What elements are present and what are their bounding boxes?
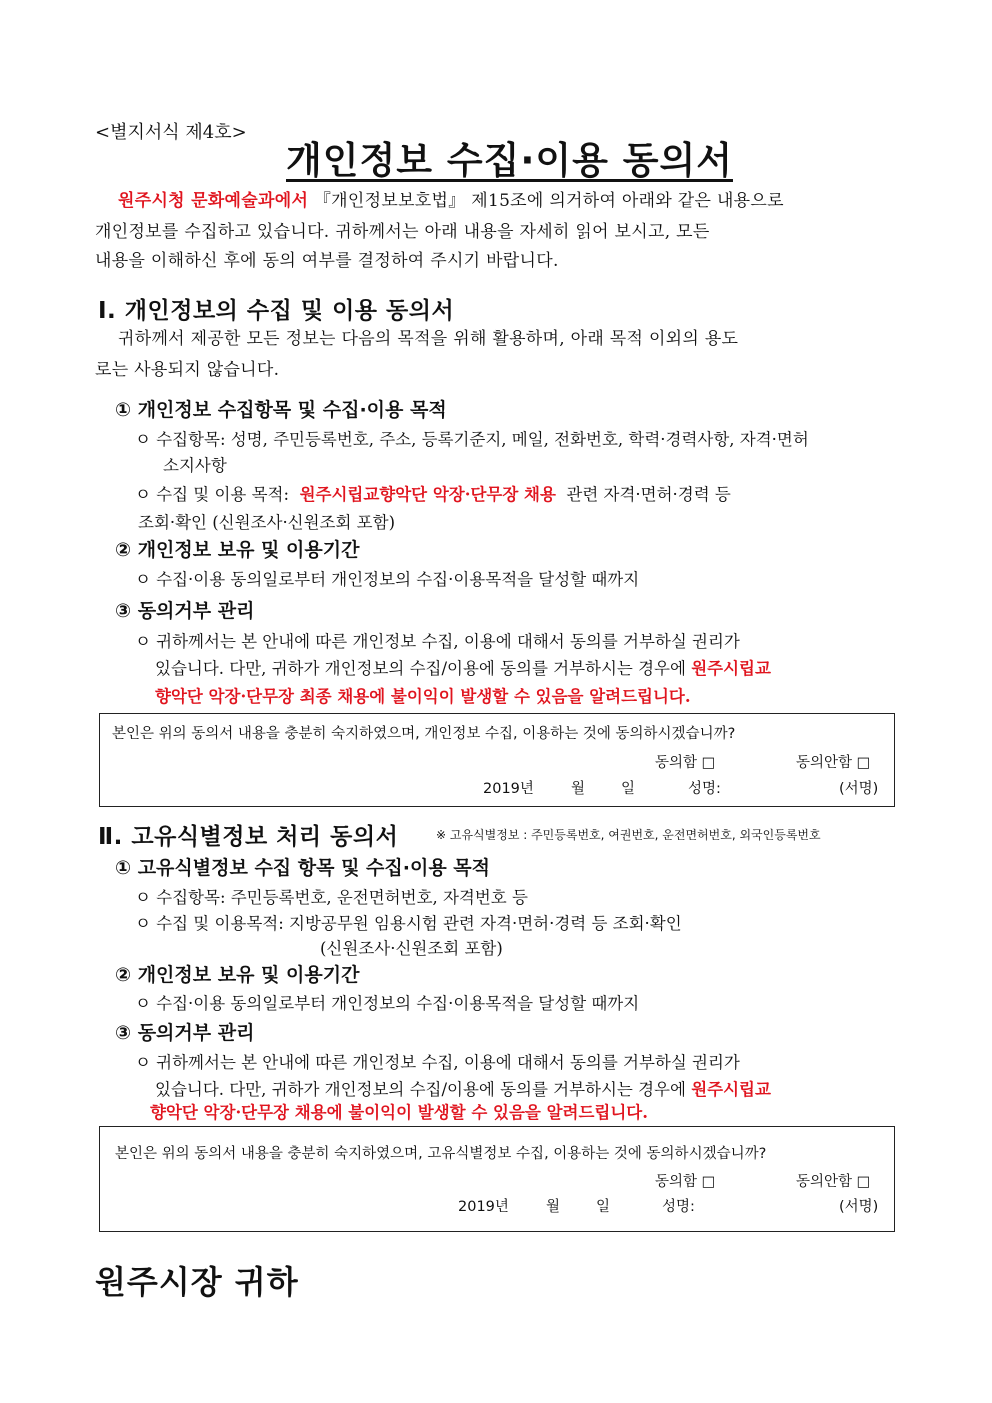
s2-sub3-heading: ③ 동의거부 관리 (115, 1022, 255, 1044)
s2-purpose-2: (신원조사·신원조회 포함) (320, 939, 503, 958)
consent-box-1 (99, 713, 895, 807)
s1-sub1-heading: ① 개인정보 수집항목 및 수집·이용 목적 (115, 399, 447, 421)
s2-retention: ㅇ 수집·이용 동의일로부터 개인정보의 수집·이용목적을 달성할 때까지 (135, 994, 640, 1013)
s1-collect-items: ㅇ 수집항목: 성명, 주민등록번호, 주소, 등록기준지, 메일, 전화번호, 학력·경력사항, 자격·면허 (135, 430, 809, 449)
consent-box-2 (99, 1126, 895, 1232)
s1-purpose-2: 조회·확인 (신원조사·신원조회 포함) (138, 513, 395, 532)
consent-question-2: 본인은 위의 동의서 내용을 충분히 숙지하였으며, 고유식별정보 수집, 이용하는 것에 동의하시겠습니까? (115, 1146, 767, 1162)
agree-checkbox-2[interactable]: 동의함 □ (655, 1174, 716, 1190)
s2-sub2-heading: ② 개인정보 보유 및 이용기간 (115, 964, 360, 986)
section-2-heading: Ⅱ. 고유식별정보 처리 동의서 (98, 824, 399, 850)
agree-checkbox-1[interactable]: 동의함 □ (655, 755, 716, 771)
disagree-checkbox-2[interactable]: 동의안함 □ (796, 1174, 871, 1190)
disagree-checkbox-1[interactable]: 동의안함 □ (796, 755, 871, 771)
s2-purpose: ㅇ 수집 및 이용목적: 지방공무원 임용시험 관련 자격·면허·경력 등 조회·확인 (135, 914, 682, 933)
date-day-2: 일 (596, 1199, 611, 1215)
s1-sub2-heading: ② 개인정보 보유 및 이용기간 (115, 539, 360, 561)
date-month-1: 월 (571, 781, 586, 797)
s1-refusal-1: ㅇ 귀하께서는 본 안내에 따른 개인정보 수집, 이용에 대해서 동의를 거부하실 권리가 (135, 632, 740, 651)
s1-refusal-2: 있습니다. 다만, 귀하가 개인정보의 수집/이용에 동의를 거부하시는 경우에 원주시립교 (155, 659, 771, 678)
consent-question-1: 본인은 위의 동의서 내용을 충분히 숙지하였으며, 개인정보 수집, 이용하는 것에 동의하시겠습니까? (112, 726, 736, 742)
s2-sub1-heading: ① 고유식별정보 수집 항목 및 수집·이용 목적 (115, 857, 491, 879)
form-label: <별지서식 제4호> (95, 122, 247, 143)
document-title: 개인정보 수집·이용 동의서 (286, 139, 733, 182)
section-1-heading: Ⅰ. 개인정보의 수집 및 이용 동의서 (98, 298, 455, 324)
org-name: 원주시청 문화예술과에서 (118, 191, 309, 211)
section-2-note: ※ 고유식별정보 : 주민등록번호, 여권번호, 운전면허번호, 외국인등록번호 (436, 828, 821, 842)
intro-line-1: 원주시청 문화예술과에서 『개인정보보호법』 제15조에 의거하여 아래와 같은 내용으로 (118, 191, 784, 211)
name-label-1: 성명: (688, 781, 721, 797)
s1-collect-items-2: 소지사항 (163, 456, 227, 475)
s1-purpose: ㅇ 수집 및 이용 목적: 원주시립교향악단 악장·단무장 채용 관련 자격·면허·경력 등 (135, 485, 731, 504)
name-label-2: 성명: (662, 1199, 695, 1215)
s1-sub3-heading: ③ 동의거부 관리 (115, 600, 255, 622)
signature-field-2[interactable]: (서명) (839, 1199, 879, 1215)
section-1-desc-1: 귀하께서 제공한 모든 정보는 다음의 목적을 위해 활용하며, 아래 목적 이외의 용도 (118, 329, 739, 349)
date-year-1: 2019년 (483, 781, 534, 797)
addressee: 원주시장 귀하 (95, 1263, 299, 1301)
s2-collect-items: ㅇ 수집항목: 주민등록번호, 운전면허번호, 자격번호 등 (135, 888, 528, 907)
s1-refusal-3: 향악단 악장·단무장 최종 채용에 불이익이 발생할 수 있음을 알려드립니다. (155, 687, 691, 706)
s2-refusal-3: 향악단 악장·단무장 채용에 불이익이 발생할 수 있음을 알려드립니다. (150, 1103, 648, 1122)
s2-refusal-1: ㅇ 귀하께서는 본 안내에 따른 개인정보 수집, 이용에 대해서 동의를 거부하실 권리가 (135, 1053, 740, 1072)
intro-line-3: 내용을 이해하신 후에 동의 여부를 결정하여 주시기 바랍니다. (95, 251, 559, 271)
signature-field-1[interactable]: (서명) (839, 781, 879, 797)
s2-refusal-2: 있습니다. 다만, 귀하가 개인정보의 수집/이용에 동의를 거부하시는 경우에 원주시립교 (155, 1080, 771, 1099)
date-day-1: 일 (621, 781, 636, 797)
s1-retention: ㅇ 수집·이용 동의일로부터 개인정보의 수집·이용목적을 달성할 때까지 (135, 570, 640, 589)
date-month-2: 월 (546, 1199, 561, 1215)
intro-line-2: 개인정보를 수집하고 있습니다. 귀하께서는 아래 내용을 자세히 읽어 보시고, 모든 (95, 222, 710, 242)
section-1-desc-2: 로는 사용되지 않습니다. (95, 360, 280, 380)
date-year-2: 2019년 (458, 1199, 509, 1215)
